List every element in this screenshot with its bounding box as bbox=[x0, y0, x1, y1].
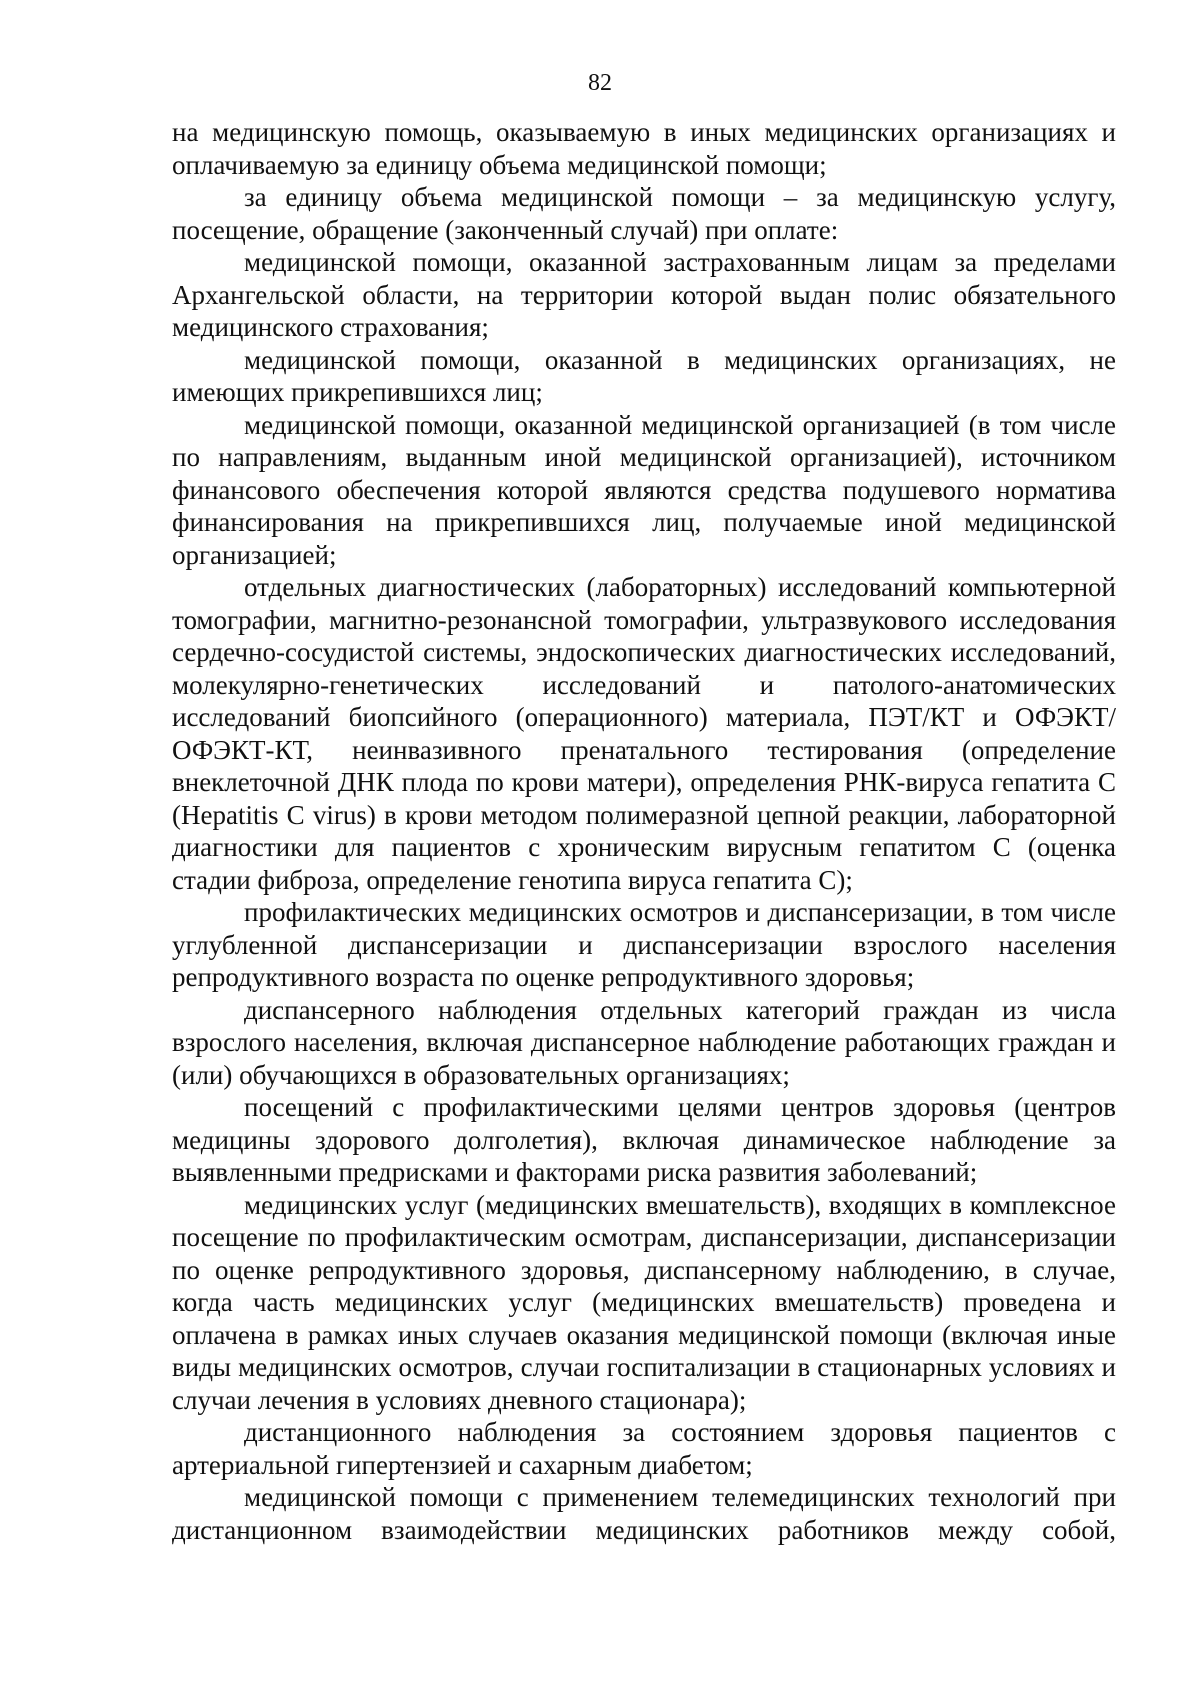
paragraph: медицинской помощи, оказанной медицинской организацией (в том числе по направлениям, выданным иной медицинской организацией), источником финансового обеспечения которой являются средства подушевого норматива финансирования на прикрепившихся лиц, получаемые иной медицинской организацией; bbox=[172, 409, 1116, 570]
paragraph: за единицу объема медицинской помощи – за медицинскую услугу, посещение, обращение (законченный случай) при оплате: bbox=[172, 182, 1116, 245]
paragraph: отдельных диагностических (лабораторных) исследований компьютерной томографии, магнитно-резонансной томографии, ультразвукового исследования сердечно-сосудистой системы, эндоскопических диагностических исследований, молекулярно-генетических исследований и патолого-анатомических исследований биопсийного (операционного) материала, ПЭТ/КТ и ОФЭКТ/ОФЭКТ-КТ, неинвазивного пренатального тестирования (определение внеклеточной ДНК плода по крови матери), определения РНК-вируса гепатита С (Hepatitis C virus) в крови методом полимеразной цепной реакции, лабораторной диагностики для пациентов с хроническим вирусным гепатитом С (оценка стадии фиброза, определение генотипа вируса гепатита С); bbox=[172, 572, 1116, 895]
paragraph: дистанционного наблюдения за состоянием здоровья пациентов с артериальной гипертензией и сахарным диабетом; bbox=[172, 1417, 1116, 1480]
paragraph: медицинской помощи с применением телемедицинских технологий при дистанционном взаимодействии медицинских работников между собой, bbox=[172, 1482, 1116, 1545]
page-number: 82 bbox=[588, 70, 612, 96]
paragraph: профилактических медицинских осмотров и диспансеризации, в том числе углубленной диспансеризации и диспансеризации взрослого населения репродуктивного возраста по оценке репродуктивного здоровья; bbox=[172, 897, 1116, 992]
document-body bbox=[172, 116, 1116, 1546]
paragraph: посещений с профилактическими целями центров здоровья (центров медицины здорового долголетия), включая динамическое наблюдение за выявленными предрисками и факторами риска развития заболеваний; bbox=[172, 1092, 1116, 1187]
paragraph: диспансерного наблюдения отдельных категорий граждан из числа взрослого населения, включая диспансерное наблюдение работающих граждан и (или) обучающихся в образовательных организациях; bbox=[172, 994, 1116, 1090]
paragraph: на медицинскую помощь, оказываемую в иных медицинских организациях и оплачиваемую за единицу объема медицинской помощи; bbox=[172, 117, 1116, 180]
paragraph: медицинской помощи, оказанной застрахованным лицам за пределами Архангельской области, на территории которой выдан полис обязательного медицинского страхования; bbox=[172, 247, 1116, 342]
paragraph: медицинских услуг (медицинских вмешательств), входящих в комплексное посещение по профилактическим осмотрам, диспансеризации, диспансеризации по оценке репродуктивного здоровья, диспансерному наблюдению, в случае, когда часть медицинских услуг (медицинских вмешательств) проведена и оплачена в рамках иных случаев оказания медицинской помощи (включая иные виды медицинских осмотров, случаи госпитализации в стационарных условиях и случаи лечения в условиях дневного стационара); bbox=[172, 1189, 1116, 1415]
paragraph: медицинской помощи, оказанной в медицинских организациях, не имеющих прикрепившихся лиц; bbox=[172, 344, 1116, 407]
